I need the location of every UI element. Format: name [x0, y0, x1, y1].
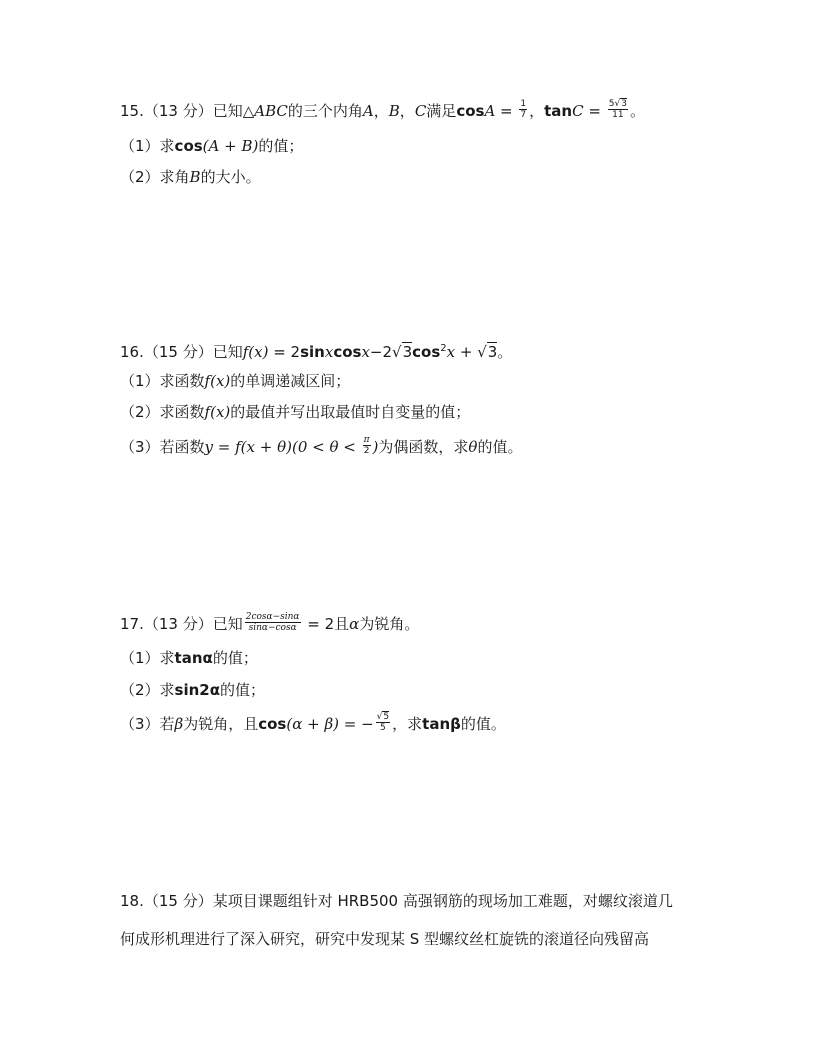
radicand: 3 [487, 343, 498, 361]
plus: + [455, 343, 478, 361]
radicand: 3 [402, 343, 413, 361]
q16-part1 [120, 370, 350, 392]
var-a: A [362, 102, 374, 120]
q17-lead: 17.（13 分）已知 [120, 615, 243, 633]
var-a: A [484, 102, 496, 120]
part-label: （1）求 [120, 649, 175, 667]
part-label: （2）求函数 [120, 403, 205, 421]
q16-part2 [120, 401, 470, 423]
q16-lead: 16.（15 分）已知 [120, 343, 243, 361]
frac-num: 5√3 [608, 99, 627, 109]
fx: f(x) [204, 403, 231, 421]
cos-fn: cos [333, 343, 362, 361]
triangle-symbol: △ [242, 102, 255, 120]
expr: (α + β) = − [286, 715, 374, 733]
period: 。 [497, 343, 513, 361]
part-text: 的单调递减区间； [230, 372, 351, 390]
sin-expr: sin2α [174, 681, 221, 699]
var-b: B [388, 102, 400, 120]
q17-stem [120, 613, 419, 635]
part-text: 的值。 [477, 438, 523, 456]
fraction-root5-5 [376, 712, 390, 733]
cos-fn: cos [258, 715, 287, 733]
minus-two: −2 [369, 343, 393, 361]
equals: = [583, 102, 606, 120]
q15-text2: 满足 [426, 102, 457, 120]
tan-fn: tan [544, 102, 573, 120]
var-x: x [361, 343, 370, 361]
sep: ， [399, 102, 415, 120]
fraction-5root3-11 [608, 99, 628, 120]
q16-stem: 16.（15 分）已知$f(x) = 2sinxcosx-2√3\cos^2x + √3$。 [120, 343, 513, 361]
q18-line2: 何成形机理进行了深入研究，研究中发现某 S 型螺纹丝杠旋铣的滚道径向残留高 [120, 930, 650, 948]
part-text: 的值； [220, 681, 266, 699]
tan-expr: tanα [174, 649, 213, 667]
abc: ABC [254, 102, 288, 120]
var-x: x [446, 343, 456, 361]
coef: 5 [608, 99, 615, 109]
part-label: （1）求函数 [120, 372, 205, 390]
tan-expr: tanβ [422, 715, 461, 733]
fraction-1-7 [519, 99, 527, 120]
expr: (A + B) [202, 137, 259, 155]
exponent: 2 [440, 343, 447, 354]
part-label: （3）若函数 [120, 438, 205, 456]
frac-den: sinα−cosα [248, 623, 297, 633]
part-text: 的值； [212, 649, 258, 667]
q15-part1 [120, 135, 303, 157]
q16-part3 [120, 436, 522, 458]
frac-den: 7 [520, 110, 527, 120]
fx: f(x) [242, 343, 269, 361]
fx: f(x) [204, 372, 231, 390]
var-x: x [324, 343, 334, 361]
period: 。 [629, 102, 645, 120]
var-b: B [189, 168, 201, 186]
equals: = [495, 102, 518, 120]
part-label: （3）若 [120, 715, 175, 733]
sep: ， [529, 102, 545, 120]
cos-fn: cos [174, 137, 203, 155]
q17-part3 [120, 713, 506, 735]
expr: y = f(x + θ) [204, 438, 292, 456]
q17-part1 [120, 647, 258, 669]
frac-num: π [363, 435, 370, 445]
fraction-trig [245, 612, 301, 633]
frac-den: 11 [612, 110, 624, 120]
q17-part2 [120, 679, 265, 701]
frac-den: 2 [363, 446, 370, 456]
part-label: （1）求 [120, 137, 175, 155]
part-text: 的最值并写出取最值时自变量的值； [230, 403, 471, 421]
part-text: ，求 [392, 715, 423, 733]
cos-fn: cos [412, 343, 441, 361]
var-c: C [572, 102, 584, 120]
frac-num: 2cosα−sinα [245, 612, 300, 622]
q15-part2 [120, 166, 261, 188]
q15-lead: 15.（13 分）已知 [120, 102, 243, 120]
sin-fn: sin [300, 343, 325, 361]
part-text: 的大小。 [200, 168, 261, 186]
expr: (0 < θ < [291, 438, 361, 456]
q18-line1: 18.（15 分）某项目课题组针对 HRB500 高强钢筋的现场加工难题，对螺纹滚道几 [120, 892, 673, 910]
expr: ) [372, 438, 379, 456]
frac-den: 5 [380, 723, 386, 733]
q17-text: 为锐角。 [359, 615, 420, 633]
var-alpha: α [349, 615, 360, 633]
fraction-pi-2 [363, 435, 371, 456]
equals: = 2 [268, 343, 301, 361]
frac-num: √5 [376, 712, 390, 722]
q15-text1: 的三个内角 [287, 102, 363, 120]
var-theta: θ [468, 438, 478, 456]
part-label: （2）求 [120, 681, 175, 699]
radicand: 5 [383, 712, 390, 722]
part-text: 的值； [258, 137, 304, 155]
part-text: 的值。 [460, 715, 506, 733]
part-text: 为锐角，且 [183, 715, 259, 733]
var-beta: β [174, 715, 184, 733]
equals: = 2且 [302, 615, 350, 633]
cos-fn: cos [456, 102, 485, 120]
radicand: 3 [621, 99, 627, 109]
var-c: C [414, 102, 427, 120]
frac-num: 1 [520, 99, 527, 109]
part-text: 为偶函数，求 [378, 438, 469, 456]
sep: ， [373, 102, 389, 120]
part-label: （2）求角 [120, 168, 190, 186]
q15-stem [120, 100, 645, 122]
